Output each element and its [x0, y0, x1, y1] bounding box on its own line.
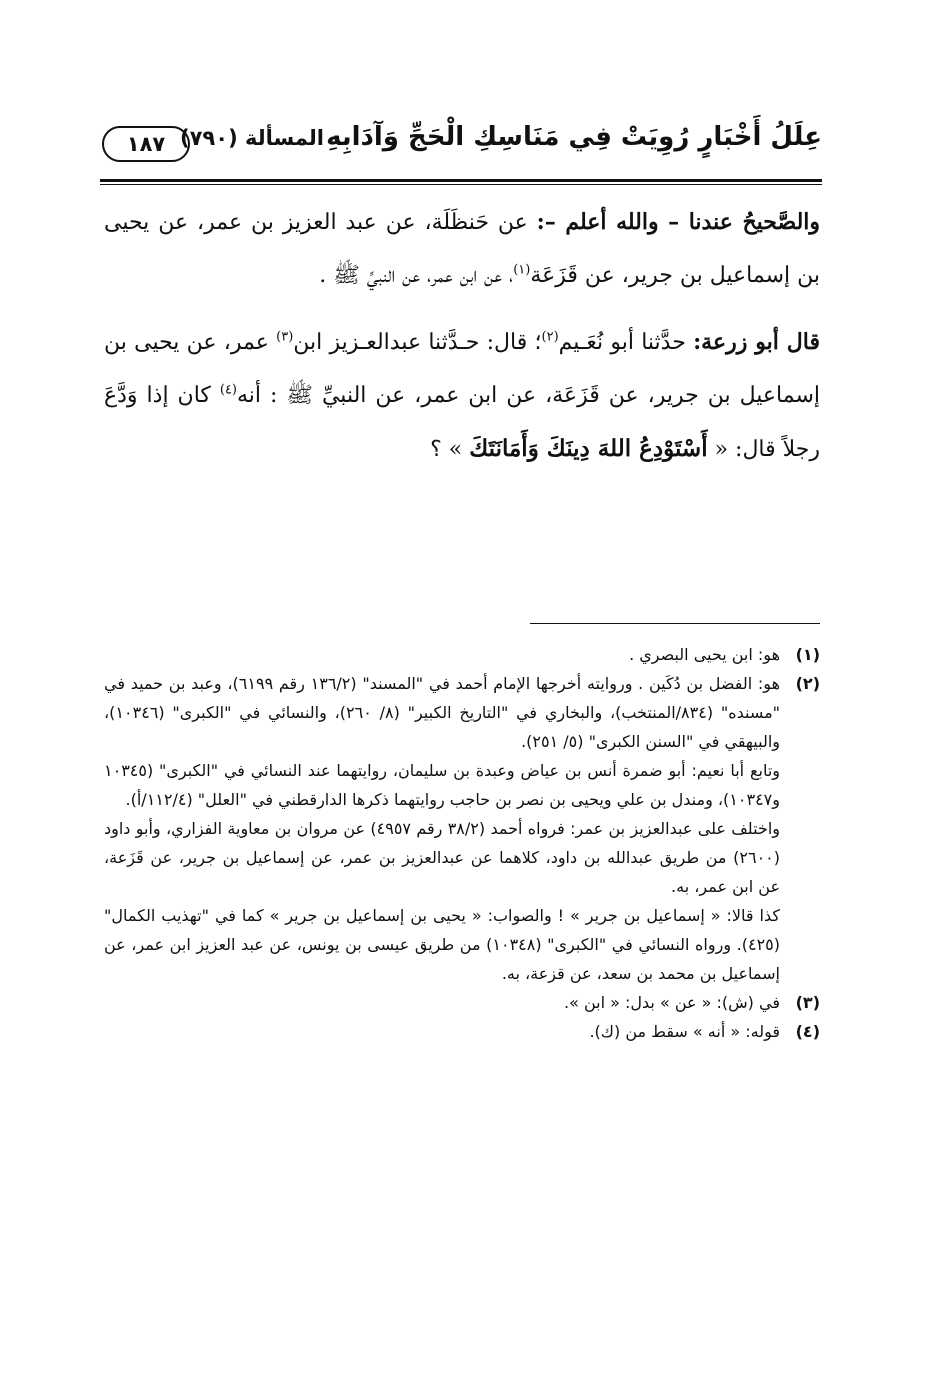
footnote-ref-1[interactable]: (١): [513, 262, 531, 278]
footnote-paragraph: في (ش): « عن » بدل: « ابن ».: [564, 993, 780, 1012]
paragraph-2-end: » ؟: [430, 437, 470, 462]
footnote-paragraph: قوله: « أنه » سقط من (ك).: [589, 1022, 780, 1041]
paragraph-2-text-c: عمر، عن يحيى بن إسماعيل بن جرير، عن قَزَعَة، عن ابن عمر، عن النبيِّ ﷺ : أنه: [104, 330, 820, 408]
paragraph-2-text-d: كان إذا وَدَّعَ رجلاً قال: «: [104, 383, 820, 462]
footnote-mark: (٣): [795, 993, 820, 1012]
footnote-4: [104, 1017, 820, 1046]
paragraph-2-text-b: ؛ قال: حـدَّثنا عبدالعـزيز ابن: [293, 330, 542, 355]
page-header: [100, 118, 822, 178]
main-text: [104, 196, 820, 476]
footnote-3: [104, 988, 820, 1017]
paragraph-1: [104, 196, 820, 302]
footnote-body: [104, 640, 780, 669]
footnote-paragraph: هو: ابن يحيى البصري .: [629, 645, 780, 664]
footnote-1: [104, 640, 820, 669]
footnote-body: [104, 669, 780, 988]
footnote-paragraph: هو: الفضل بن دُكَين . وروايته أخرجها الإمام أحمد في "المسند" (١٣٦/٢ رقم ٦١٩٩)، وعبد بن حميد في "مسنده" (٨٣٤/المنتخب)، والبخاري في "التاريخ الكبير" (٨/ ٢٦٠)، والنسائي في "الكبرى" (١٠٣٤٦)، والبيهقي في "السنن الكبرى" (٥/ ٢٥١).: [104, 674, 781, 751]
footnote-separator: [530, 623, 820, 624]
header-rule-thin: [100, 184, 822, 185]
footnote-2: [104, 669, 820, 988]
masala-number: المسألة (٧٩٠): [180, 126, 325, 150]
footnotes: [104, 640, 820, 1046]
book-title: عِلَلُ أَخْبَارٍ رُوِيَتْ فِي مَنَاسِكِ الْحَجِّ وَآدَابِهِ: [326, 122, 822, 152]
footnote-ref-3[interactable]: (٣): [276, 329, 294, 345]
footnote-ref-4[interactable]: (٤): [219, 382, 237, 398]
header-rule-thick: [100, 179, 822, 182]
page-number-badge: ١٨٧: [102, 126, 190, 162]
footnote-mark: (٤): [795, 1022, 820, 1041]
footnote-paragraph: واختلف على عبدالعزيز بن عمر: فرواه أحمد (٣٨/٢ رقم ٤٩٥٧) عن مروان بن معاوية الفزاري، وأبو داود (٢٦٠٠) من طريق عبدالله بن داود، كلاهما عن عبدالعزيز بن عمر، عن إسماعيل بن جرير، عن قَزَعة، عن ابن عمر، به.: [104, 819, 780, 896]
footnote-paragraph: وتابع أبا نعيم: أبو ضمرة أنس بن عياض وعبدة بن سليمان، روايتهما عند النسائي في "الكبرى" (١٠٣٤٥ و١٠٣٤٧)، ومندل بن علي ويحيى بن نصر بن حاجب روايتهما ذكرها الدارقطني في "العلل" (١١٢/٤/أ).: [104, 761, 780, 809]
paragraph-2: [104, 316, 820, 476]
paragraph-2-text: حدَّثنا أبو نُعَـيم: [558, 330, 694, 355]
footnote-ref-2[interactable]: (٢): [541, 329, 559, 345]
paragraph-1-text-end: ، عن ابن عمر، عن النبيِّ ﷺ .: [319, 263, 514, 288]
paragraph-1-text: عن حَنظَلَة، عن عبد العزيز بن عمر، عن يحيى بن إسماعيل بن جرير، عن قَزَعَة: [104, 210, 820, 288]
footnote-body: [104, 988, 780, 1017]
footnote-body: [104, 1017, 780, 1046]
hadith-quote: أَسْتَوْدِعُ اللهَ دِينَكَ وَأَمَانَتَكَ: [469, 435, 708, 462]
paragraph-1-lead: والصَّحيحُ عندنا – والله أعلم –:: [536, 209, 821, 235]
footnote-mark: (١): [795, 645, 820, 664]
paragraph-2-lead: قال أبو زرعة:: [693, 329, 820, 355]
footnote-paragraph: كذا قالا: « إسماعيل بن جرير » ! والصواب: « يحيى بن إسماعيل بن جرير » كما في "تهذيب الكمال" (٤٢٥). ورواه النسائي في "الكبرى" (١٠٣٤٨) من طريق عيسى بن يونس، عن عبد العزيز ابن عمر، عن إسماعيل بن محمد بن سعد، عن قزعة، به.: [104, 906, 780, 983]
footnote-mark: (٢): [795, 674, 820, 693]
